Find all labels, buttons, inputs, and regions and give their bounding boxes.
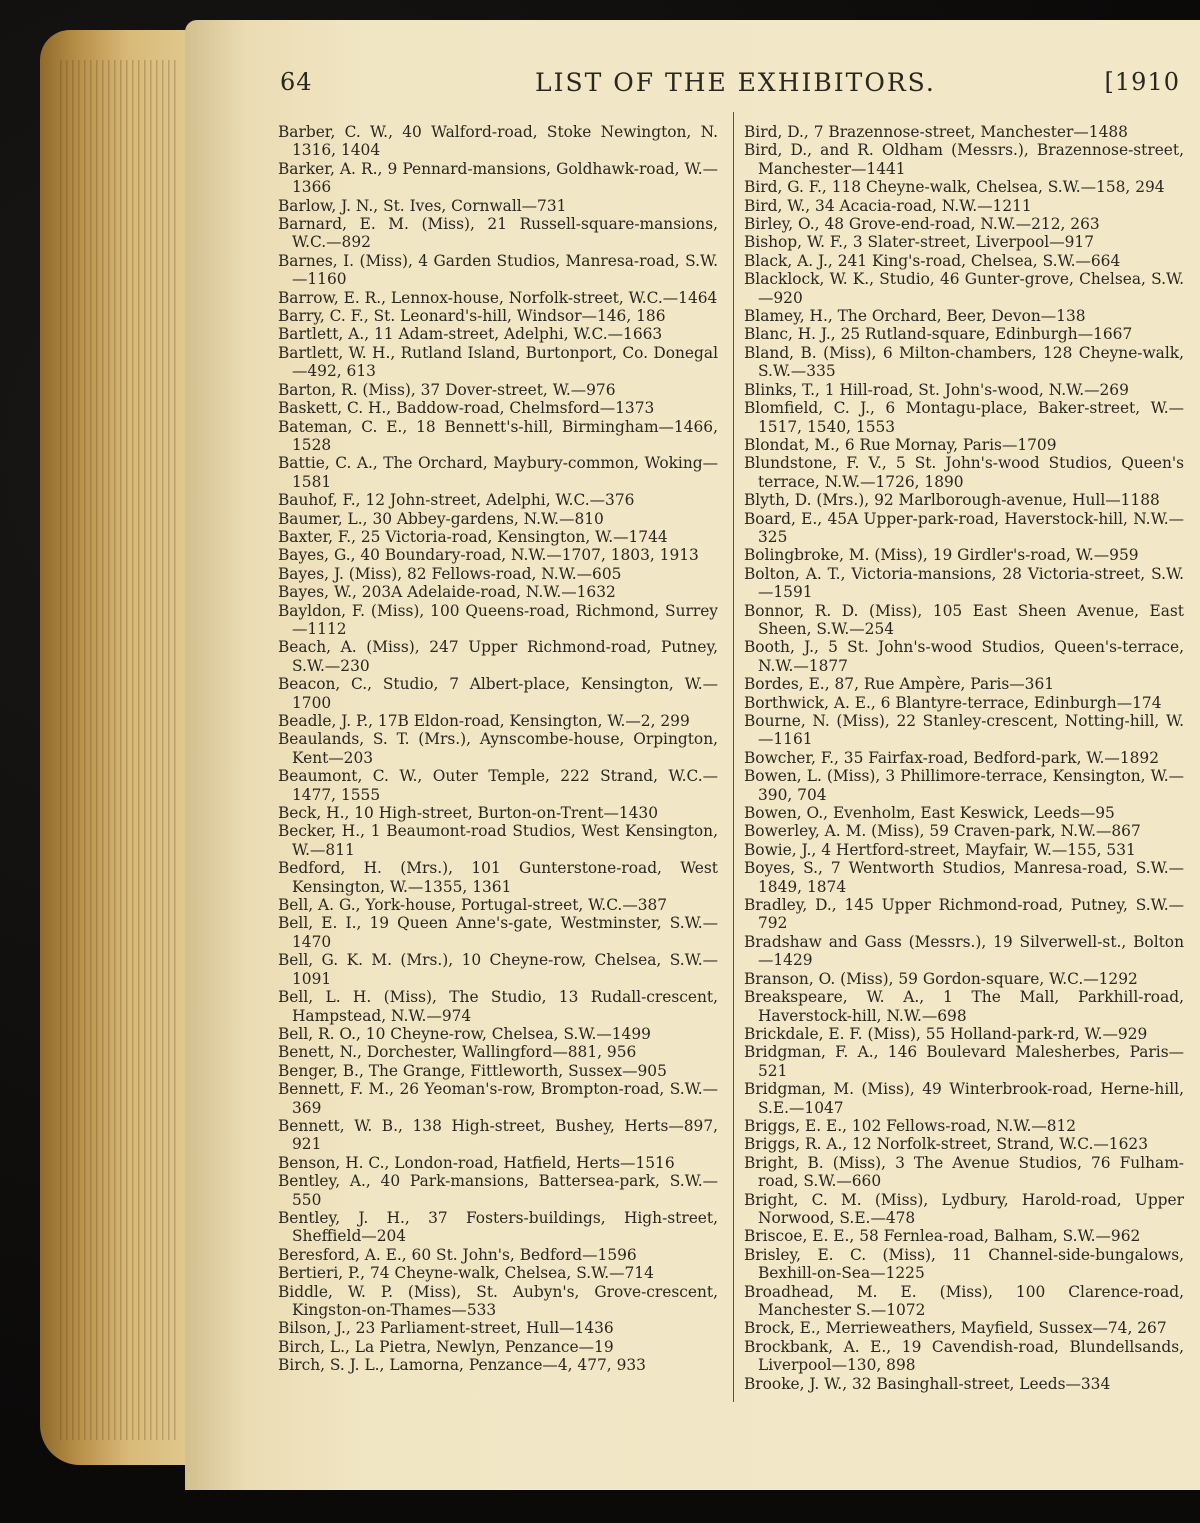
- exhibitor-entry: Bell, L. H. (Miss), The Studio, 13 Rudall-crescent, Hampstead, N.W.—974: [278, 988, 718, 1025]
- exhibitor-entry: Bennett, W. B., 138 High-street, Bushey, Herts—897, 921: [278, 1116, 718, 1154]
- exhibitor-entry: Battie, C. A., The Orchard, Maybury-common, Woking—1581: [278, 454, 718, 491]
- exhibitor-entry: Barnes, I. (Miss), 4 Garden Studios, Manresa-road, S.W.—1160: [278, 251, 718, 289]
- page-edge-texture: [60, 60, 180, 1440]
- exhibitor-entry: Birch, L., La Pietra, Newlyn, Penzance—19: [278, 1337, 614, 1356]
- exhibitor-entry: Blinks, T., 1 Hill-road, St. John's-wood, N.W.—269: [744, 380, 1129, 399]
- exhibitor-entry: Bishop, W. F., 3 Slater-street, Liverpool—917: [744, 233, 1094, 252]
- exhibitor-entry: Bonnor, R. D. (Miss), 105 East Sheen Avenue, East Sheen, S.W.—254: [744, 601, 1184, 638]
- exhibitor-entry: Beadle, J. P., 17B Eldon-road, Kensington, W.—2, 299: [278, 712, 690, 730]
- exhibitor-entry: Borthwick, A. E., 6 Blantyre-terrace, Edinburgh—174: [744, 693, 1162, 712]
- exhibitor-entry: Breakspeare, W. A., 1 The Mall, Parkhill-road, Haverstock-hill, N.W.—698: [744, 988, 1184, 1025]
- exhibitor-entry: Bedford, H. (Mrs.), 101 Gunterstone-road, West Kensington, W.—1355, 1361: [278, 859, 718, 896]
- exhibitor-entry: Bennett, F. M., 26 Yeoman's-row, Brompton-road, S.W.—369: [278, 1080, 718, 1117]
- exhibitor-entry: Bordes, E., 87, Rue Ampère, Paris—361: [744, 675, 1055, 694]
- exhibitor-entry: Baxter, F., 25 Victoria-road, Kensington, W.—1744: [278, 527, 668, 546]
- exhibitor-entry: Bauhof, F., 12 John-street, Adelphi, W.C.—376: [278, 491, 635, 510]
- exhibitor-entry: Brooke, J. W., 32 Basinghall-street, Leeds—334: [744, 1374, 1111, 1393]
- exhibitor-entry: Brisley, E. C. (Miss), 11 Channel-side-bungalows, Bexhill-on-Sea—1225: [744, 1245, 1184, 1283]
- exhibitor-entry: Bayes, J. (Miss), 82 Fellows-road, N.W.—605: [278, 564, 622, 583]
- exhibitor-entry: Beresford, A. E., 60 St. John's, Bedford—1596: [278, 1245, 637, 1264]
- exhibitor-entry: Birley, O., 48 Grove-end-road, N.W.—212, 263: [744, 215, 1100, 234]
- exhibitor-entry: Bell, G. K. M. (Mrs.), 10 Cheyne-row, Chelsea, S.W.—1091: [278, 951, 718, 988]
- exhibitor-entry: Booth, J., 5 St. John's-wood Studios, Queen's-terrace, N.W.—1877: [744, 638, 1184, 675]
- exhibitor-entry: Bartlett, A., 11 Adam-street, Adelphi, W.C.—1663: [278, 325, 663, 344]
- column-divider: [733, 112, 734, 1402]
- exhibitor-entry: Bolton, A. T., Victoria-mansions, 28 Victoria-street, S.W.—1591: [744, 564, 1184, 602]
- exhibitor-entry: Bayldon, F. (Miss), 100 Queens-road, Richmond, Surrey—1112: [278, 601, 718, 638]
- exhibitor-entry: Blundstone, F. V., 5 St. John's-wood Studios, Queen's terrace, N.W.—1726, 1890: [744, 454, 1184, 491]
- exhibitor-entry: Blamey, H., The Orchard, Beer, Devon—138: [744, 307, 1086, 326]
- exhibitor-entry: Bright, B. (Miss), 3 The Avenue Studios, 76 Fulham-road, S.W.—660: [744, 1153, 1184, 1191]
- exhibitor-entry: Bowie, J., 4 Hertford-street, Mayfair, W.—155, 531: [744, 840, 1136, 859]
- exhibitor-entry: Blanc, H. J., 25 Rutland-square, Edinburgh—1667: [744, 325, 1133, 344]
- exhibitor-entry: Bland, B. (Miss), 6 Milton-chambers, 128 Cheyne-walk, S.W.—335: [744, 343, 1184, 381]
- right-column: [744, 123, 1184, 1393]
- exhibitor-entry: Benger, B., The Grange, Fittleworth, Sussex—905: [278, 1061, 667, 1080]
- exhibitor-entry: Bayes, G., 40 Boundary-road, N.W.—1707, 1803, 1913: [278, 546, 699, 565]
- exhibitor-entry: Barker, A. R., 9 Pennard-mansions, Goldhawk-road, W.—1366: [278, 159, 718, 197]
- exhibitor-entry: Blyth, D. (Mrs.), 92 Marlborough-avenue, Hull—1188: [744, 491, 1160, 510]
- exhibitor-entry: Bridgman, F. A., 146 Boulevard Malesherbes, Paris—521: [744, 1043, 1184, 1080]
- exhibitor-entry: Bright, C. M. (Miss), Lydbury, Harold-road, Upper Norwood, S.E.—478: [744, 1190, 1184, 1227]
- year-marker: [1910: [1104, 68, 1180, 96]
- exhibitor-entry: Bird, D., and R. Oldham (Messrs.), Brazennose-street, Manchester—1441: [744, 141, 1184, 178]
- exhibitor-entry: Bartlett, W. H., Rutland Island, Burtonport, Co. Donegal—492, 613: [278, 343, 718, 381]
- exhibitor-entry: Bowen, L. (Miss), 3 Phillimore-terrace, Kensington, W.—390, 704: [744, 767, 1184, 804]
- exhibitor-entry: Bradshaw and Gass (Messrs.), 19 Silverwell-st., Bolton—1429: [744, 932, 1184, 970]
- exhibitor-entry: Broadhead, M. E. (Miss), 100 Clarence-road, Manchester S.—1072: [744, 1282, 1184, 1319]
- exhibitor-entry: Bilson, J., 23 Parliament-street, Hull—1436: [278, 1319, 614, 1338]
- exhibitor-entry: Benson, H. C., London-road, Hatfield, Herts—1516: [278, 1153, 675, 1172]
- exhibitor-entry: Bateman, C. E., 18 Bennett's-hill, Birmingham—1466, 1528: [278, 417, 718, 454]
- exhibitor-entry: Beck, H., 10 High-street, Burton-on-Trent—1430: [278, 804, 659, 823]
- exhibitor-entry: Bentley, A., 40 Park-mansions, Battersea-park, S.W.—550: [278, 1172, 718, 1209]
- exhibitor-entry: Barnard, E. M. (Miss), 21 Russell-square-mansions, W.C.—892: [278, 215, 718, 252]
- exhibitor-entry: Bridgman, M. (Miss), 49 Winterbrook-road, Herne-hill, S.E.—1047: [744, 1080, 1184, 1117]
- exhibitor-entry: Benett, N., Dorchester, Wallingford—881, 956: [278, 1043, 637, 1062]
- exhibitor-entry: Brock, E., Merrieweathers, Mayfield, Sussex—74, 267: [744, 1319, 1167, 1338]
- exhibitor-entry: Bell, E. I., 19 Queen Anne's-gate, Westminster, S.W.—1470: [278, 914, 718, 951]
- exhibitor-entry: Briggs, R. A., 12 Norfolk-street, Strand, W.C.—1623: [744, 1135, 1148, 1154]
- exhibitor-entry: Bayes, W., 203A Adelaide-road, N.W.—1632: [278, 583, 616, 602]
- exhibitor-entry: Beaumont, C. W., Outer Temple, 222 Strand, W.C.—1477, 1555: [278, 767, 718, 804]
- exhibitor-entry: Black, A. J., 241 King's-road, Chelsea, S.W.—664: [744, 251, 1121, 270]
- exhibitor-entry: Barton, R. (Miss), 37 Dover-street, W.—976: [278, 380, 616, 399]
- running-title: LIST OF THE EXHIBITORS.: [535, 68, 936, 97]
- exhibitor-entry: Biddle, W. P. (Miss), St. Aubyn's, Grove-crescent, Kingston-on-Thames—533: [278, 1282, 718, 1319]
- exhibitor-entry: Barrow, E. R., Lennox-house, Norfolk-street, W.C.—1464: [278, 288, 718, 307]
- exhibitor-entry: Blacklock, W. K., Studio, 46 Gunter-grove, Chelsea, S.W.—920: [744, 270, 1184, 307]
- exhibitor-entry: Barry, C. F., St. Leonard's-hill, Windsor—146, 186: [278, 307, 666, 326]
- exhibitor-entry: Beach, A. (Miss), 247 Upper Richmond-road, Putney, S.W.—230: [278, 638, 718, 675]
- page-header: [280, 68, 1180, 102]
- exhibitor-entry: Bird, D., 7 Brazennose-street, Manchester—1488: [744, 123, 1128, 141]
- exhibitor-entry: Bowerley, A. M. (Miss), 59 Craven-park, N.W.—867: [744, 822, 1141, 841]
- page-number: 64: [280, 68, 313, 96]
- exhibitor-entry: Bell, A. G., York-house, Portugal-street, W.C.—387: [278, 896, 668, 915]
- exhibitor-entry: Branson, O. (Miss), 59 Gordon-square, W.C.—1292: [744, 969, 1138, 988]
- exhibitor-entry: Blomfield, C. J., 6 Montagu-place, Baker-street, W.—1517, 1540, 1553: [744, 399, 1184, 436]
- exhibitor-entry: Boyes, S., 7 Wentworth Studios, Manresa-road, S.W.—1849, 1874: [744, 859, 1184, 896]
- exhibitor-entry: Birch, S. J. L., Lamorna, Penzance—4, 477, 933: [278, 1356, 646, 1375]
- exhibitor-entry: Bird, W., 34 Acacia-road, N.W.—1211: [744, 196, 1032, 215]
- exhibitor-entry: Bertieri, P., 74 Cheyne-walk, Chelsea, S.W.—714: [278, 1264, 654, 1283]
- exhibitor-entry: Blondat, M., 6 Rue Mornay, Paris—1709: [744, 435, 1057, 454]
- left-column: [278, 123, 718, 1375]
- exhibitor-entry: Bolingbroke, M. (Miss), 19 Girdler's-road, W.—959: [744, 546, 1139, 565]
- exhibitor-entry: Bell, R. O., 10 Cheyne-row, Chelsea, S.W.—1499: [278, 1024, 651, 1043]
- exhibitor-entry: Bradley, D., 145 Upper Richmond-road, Putney, S.W.—792: [744, 896, 1184, 933]
- exhibitor-entry: Briscoe, E. E., 58 Fernlea-road, Balham, S.W.—962: [744, 1227, 1141, 1246]
- exhibitor-entry: Beacon, C., Studio, 7 Albert-place, Kensington, W.—1700: [278, 675, 718, 712]
- exhibitor-entry: Baumer, L., 30 Abbey-gardens, N.W.—810: [278, 509, 604, 528]
- exhibitor-entry: Brickdale, E. F. (Miss), 55 Holland-park-rd, W.—929: [744, 1024, 1148, 1043]
- exhibitor-entry: Briggs, E. E., 102 Fellows-road, N.W.—812: [744, 1116, 1077, 1135]
- exhibitor-entry: Becker, H., 1 Beaumont-road Studios, West Kensington, W.—811: [278, 822, 718, 859]
- exhibitor-entry: Bowcher, F., 35 Fairfax-road, Bedford-park, W.—1892: [744, 748, 1159, 767]
- exhibitor-entry: Board, E., 45A Upper-park-road, Haverstock-hill, N.W.—325: [744, 509, 1184, 546]
- exhibitor-entry: Bentley, J. H., 37 Fosters-buildings, High-street, Sheffield—204: [278, 1208, 718, 1246]
- exhibitor-entry: Bowen, O., Evenholm, East Keswick, Leeds—95: [744, 804, 1115, 823]
- exhibitor-entry: Brockbank, A. E., 19 Cavendish-road, Blundellsands, Liverpool—130, 898: [744, 1337, 1184, 1375]
- exhibitor-entry: Beaulands, S. T. (Mrs.), Aynscombe-house, Orpington, Kent—203: [278, 730, 718, 767]
- exhibitor-entry: Barber, C. W., 40 Walford-road, Stoke Newington, N. 1316, 1404: [278, 123, 718, 160]
- exhibitor-entry: Baskett, C. H., Baddow-road, Chelmsford—1373: [278, 399, 655, 418]
- exhibitor-entry: Barlow, J. N., St. Ives, Cornwall—731: [278, 196, 567, 215]
- exhibitor-entry: Bird, G. F., 118 Cheyne-walk, Chelsea, S.W.—158, 294: [744, 178, 1165, 197]
- exhibitor-entry: Bourne, N. (Miss), 22 Stanley-crescent, Notting-hill, W.—1161: [744, 712, 1184, 749]
